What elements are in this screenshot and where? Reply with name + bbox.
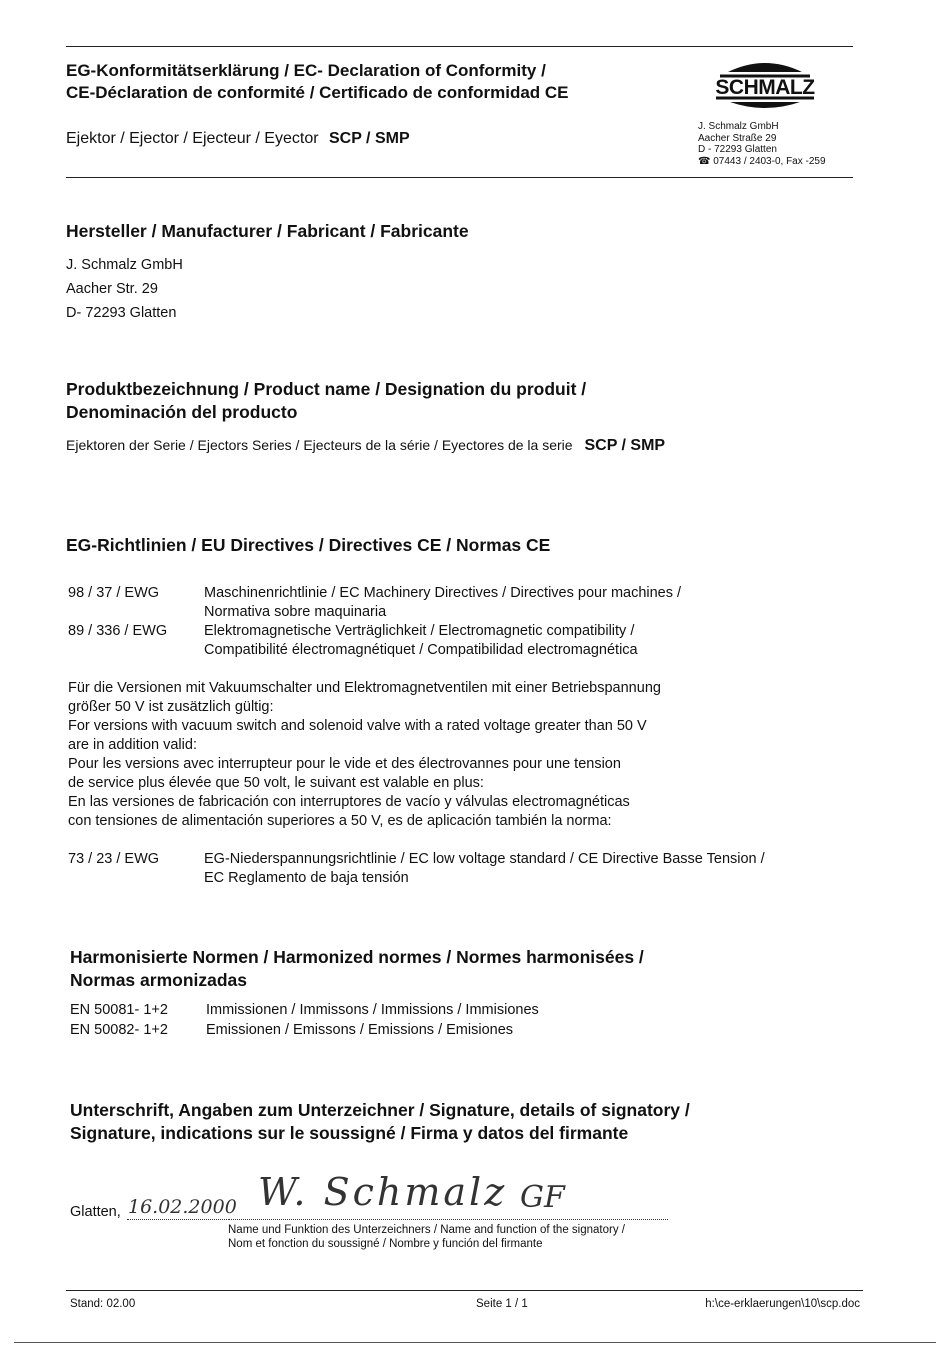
company-address xyxy=(698,121,826,167)
manufacturer-line: J. Schmalz GmbH xyxy=(66,257,183,273)
directive-note xyxy=(68,679,661,831)
address-line: J. Schmalz GmbH xyxy=(698,121,779,132)
note-line: are in addition valid: xyxy=(68,737,197,753)
norm-code: EN 50082- 1+2 xyxy=(70,1022,168,1038)
header-rule xyxy=(66,177,853,178)
signature-caption xyxy=(228,1223,625,1251)
logo-text: SCHMALZ xyxy=(715,76,815,99)
norm-row xyxy=(70,1001,770,1020)
subtitle-product: SCP / SMP xyxy=(329,130,410,147)
directives-heading: EG-Richtlinien / EU Directives / Directives CE / Normas CE xyxy=(66,535,551,555)
norm-desc: Emissionen / Emissons / Emissions / Emisiones xyxy=(206,1022,514,1038)
note-line: For versions with vacuum switch and solenoid valve with a rated voltage greater than 50 V xyxy=(68,718,647,734)
norm-desc: Immissionen / Immissons / Immissions / Immisiones xyxy=(206,1002,539,1018)
note-line: Für die Versionen mit Vakuumschalter und Elektromagnetventilen mit einer Betriebspannung xyxy=(68,680,661,696)
signature-heading-line-2: Signature, indications sur le soussigné / Firma y datos del firmante xyxy=(70,1123,629,1143)
top-rule xyxy=(66,46,853,47)
product-text: Ejektoren der Serie / Ejectors Series / Ejecteurs de la série / Eyectores de la serie xyxy=(66,437,573,453)
signature-place: Glatten, xyxy=(70,1204,121,1220)
caption-line: Nom et fonction du soussigné / Nombre y función del firmante xyxy=(228,1238,543,1250)
norm-row xyxy=(70,1021,770,1040)
directive-code: 98 / 37 / EWG xyxy=(68,585,160,601)
document-subtitle xyxy=(66,129,410,149)
note-line: En las versiones de fabricación con interruptores de vacío y válvulas electromagnéticas xyxy=(68,794,630,810)
note-line: con tensiones de alimentación superiores a 50 V, es de aplicación también la norma: xyxy=(68,813,612,829)
footer-stand: Stand: 02.00 xyxy=(70,1298,136,1310)
document-title-line-2: CE-Déclaration de conformité / Certificado de conformidad CE xyxy=(66,83,569,102)
address-line: ☎ 07443 / 2403-0, Fax -259 xyxy=(698,155,826,167)
directive-text: Maschinenrichtlinie / EC Machinery Directives / Directives pour machines / xyxy=(204,585,682,601)
address-line: Aacher Straße 29 xyxy=(698,132,777,144)
signature-dotted-line xyxy=(228,1219,668,1220)
note-line: Pour les versions avec interrupteur pour le vide et des électrovannes pour une tension xyxy=(68,756,621,772)
directive-text: Normativa sobre maquinaria xyxy=(204,604,387,620)
directive-text: Compatibilité électromagnétiquet / Compatibilidad electromagnética xyxy=(204,642,638,658)
signature-handwritten: W. Schmalz xyxy=(258,1170,508,1214)
manufacturer-line: D- 72293 Glatten xyxy=(66,305,177,321)
directive-row xyxy=(68,622,848,660)
subtitle-prefix: Ejektor / Ejector / Ejecteur / Eyector xyxy=(66,130,319,147)
directive-text: Elektromagnetische Verträglichkeit / Electromagnetic compatibility / xyxy=(204,623,635,639)
address-line: D - 72293 Glatten xyxy=(698,144,777,155)
directive-row xyxy=(68,584,848,622)
norms-heading-line-2: Normas armonizadas xyxy=(70,970,248,990)
directive-code: 89 / 336 / EWG xyxy=(68,623,168,639)
product-heading-line-2: Denominación del producto xyxy=(66,402,298,422)
signatory-title: GF xyxy=(520,1180,565,1215)
product-description xyxy=(66,435,665,456)
bottom-edge-rule xyxy=(14,1342,936,1343)
directive-row-low-voltage xyxy=(68,850,868,888)
footer-page-number: Seite 1 / 1 xyxy=(476,1298,528,1310)
manufacturer-address xyxy=(66,253,183,325)
product-series: SCP / SMP xyxy=(584,437,666,454)
note-line: größer 50 V ist zusätzlich gültig: xyxy=(68,699,274,715)
date-dotted-line xyxy=(127,1219,227,1220)
caption-line: Name und Funktion des Unterzeichners / Name and function of the signatory / xyxy=(228,1224,625,1236)
document-title-line-1: EG-Konformitätserklärung / EC- Declaration of Conformity / xyxy=(66,61,546,80)
directive-text: EG-Niederspannungsrichtlinie / EC low voltage standard / CE Directive Basse Tension / xyxy=(204,851,765,867)
norm-code: EN 50081- 1+2 xyxy=(70,1002,168,1018)
schmalz-logo xyxy=(696,56,834,114)
manufacturer-line: Aacher Str. 29 xyxy=(66,281,158,297)
directive-text: EC Reglamento de baja tensión xyxy=(204,870,409,886)
norms-heading-line-1: Harmonisierte Normen / Harmonized normes / Normes harmonisées / xyxy=(70,947,644,967)
directive-code: 73 / 23 / EWG xyxy=(68,851,160,867)
signature-heading-line-1: Unterschrift, Angaben zum Unterzeichner / Signature, details of signatory / xyxy=(70,1100,690,1120)
signature-date: 16.02.2000 xyxy=(128,1196,237,1218)
footer-file-path: h:\ce-erklaerungen\10\scp.doc xyxy=(705,1298,860,1310)
manufacturer-heading: Hersteller / Manufacturer / Fabricant / Fabricante xyxy=(66,221,469,241)
product-heading-line-1: Produktbezeichnung / Product name / Designation du produit / xyxy=(66,379,587,399)
note-line: de service plus élevée que 50 volt, le suivant est valable en plus: xyxy=(68,775,484,791)
footer-rule xyxy=(66,1290,863,1291)
